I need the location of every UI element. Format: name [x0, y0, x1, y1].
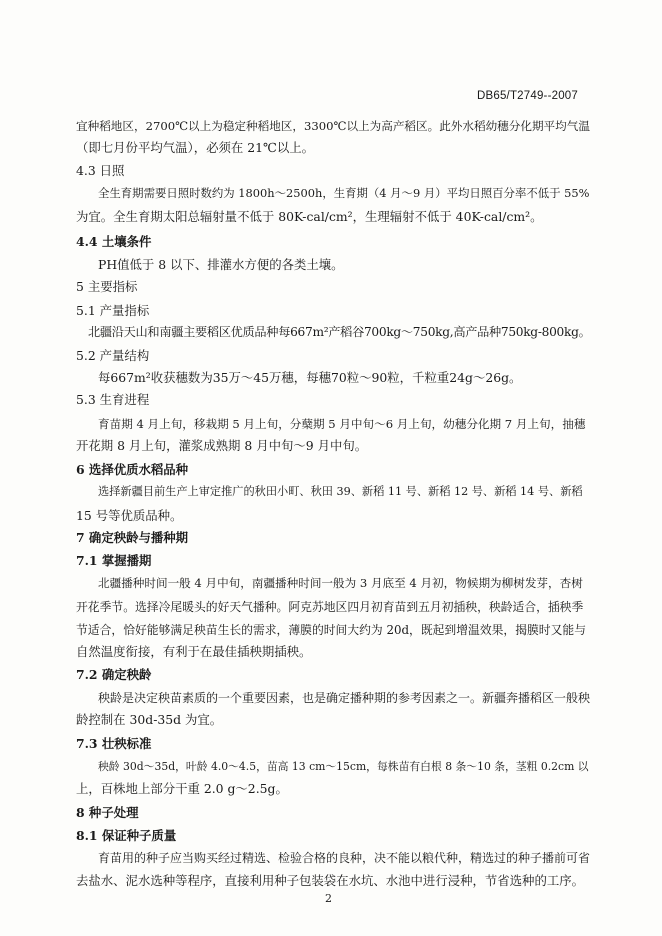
paragraph-line: 秧龄是决定秧苗素质的一个重要因素，也是确定播种期的参考因素之一。新疆奔播稻区一般秧	[98, 691, 591, 705]
section-heading: 7.1 掌握播期	[76, 553, 152, 568]
paragraph-line: 节适合，恰好能够满足秧苗生长的需求，薄膜的时间大约为 20d，既起到增温效果，揭膜时又能与	[76, 623, 586, 637]
paragraph-line: 上，百株地上部分干重 2.0 g～2.5g。	[76, 781, 288, 796]
section-heading: 5 主要指标	[76, 279, 138, 294]
paragraph-line: （即七月份平均气温），必须在 21℃以上。	[76, 140, 315, 155]
paragraph-line: 开花季节。选择冷尾暖头的好天气播种。阿克苏地区四月初育苗到五月初插秧，秧龄适合，插秧季	[76, 600, 584, 614]
paragraph-line: 开花期 8 月上旬，灌浆成熟期 8 月中旬～9 月中旬。	[76, 438, 368, 453]
paragraph-line: 北疆播种时间一般 4 月中旬，南疆播种时间一般为 3 月底至 4 月初，物候期为柳树发芽，杏树	[98, 576, 583, 590]
section-heading: 7 确定秧龄与播种期	[76, 530, 189, 545]
page-number: 2	[325, 892, 332, 905]
section-heading: 8 种子处理	[76, 805, 139, 820]
section-heading: 5.3 生育进程	[76, 392, 150, 407]
section-heading: 5.1 产量指标	[76, 303, 150, 318]
paragraph-line: PH值低于 8 以下、排灌水方便的各类土壤。	[98, 257, 344, 272]
paragraph-line: 北疆沿天山和南疆主要稻区优质品种每667m²产稻谷700kg～750kg,高产品种750kg-800kg。	[88, 325, 591, 339]
paragraph-line: 龄控制在 30d-35d 为宜。	[76, 712, 223, 727]
paragraph-line: 每667m²收获穗数为35万～45万穗，每穗70粒～90粒，千粒重24g～26g。	[98, 370, 522, 385]
section-heading: 4.3 日照	[76, 163, 125, 178]
paragraph-line: 去盐水、泥水选种等程序，直接利用种子包装袋在水坑、水池中进行浸种，节省选种的工序。	[76, 873, 585, 888]
paragraph-line: 选择新疆目前生产上审定推广的秋田小町、秋田 39、新稻 11 号、新稻 12 号、新稻 14 号、新稻	[98, 485, 583, 498]
paragraph-line: 育苗期 4 月上旬，移栽期 5 月上旬，分蘖期 5 月中旬～6 月上旬，幼穗分化期 7 月上旬，抽穗	[98, 417, 586, 431]
paragraph-line: 全生育期需要日照时数约为 1800h～2500h，生育期（4 月～9 月）平均日照百分率不低于 55%	[98, 186, 590, 200]
section-heading: 4.4 土壤条件	[76, 234, 152, 249]
section-heading: 7.2 确定秧龄	[76, 667, 152, 682]
paragraph-line: 秧龄 30d～35d，叶龄 4.0～4.5，苗高 13 cm～15cm，每株苗有白根 8 条～10 条，茎粗 0.2cm 以	[98, 760, 589, 773]
paragraph-line: 为宜。全生育期太阳总辐射量不低于 80K-cal/cm²，生理辐射不低于 40K-cal/cm²。	[76, 209, 543, 224]
section-heading: 8.1 保证种子质量	[76, 828, 177, 843]
paragraph-line: 育苗用的种子应当购买经过精选、检验合格的良种，决不能以粮代种，精选过的种子播前可省	[98, 851, 591, 865]
standard-code: DB65/T2749--2007	[476, 90, 578, 102]
paragraph-line: 宜种稻地区，2700℃以上为稳定种稻地区，3300℃以上为高产稻区。此外水稻幼穗分化期平均气温	[76, 119, 590, 133]
section-heading: 5.2 产量结构	[76, 348, 150, 363]
paragraph-line: 自然温度衔接，有利于在最佳插秧期插秧。	[76, 644, 312, 659]
section-heading: 7.3 壮秧标准	[76, 736, 152, 751]
paragraph-line: 15 号等优质品种。	[76, 508, 183, 523]
section-heading: 6 选择优质水稻品种	[76, 462, 189, 477]
